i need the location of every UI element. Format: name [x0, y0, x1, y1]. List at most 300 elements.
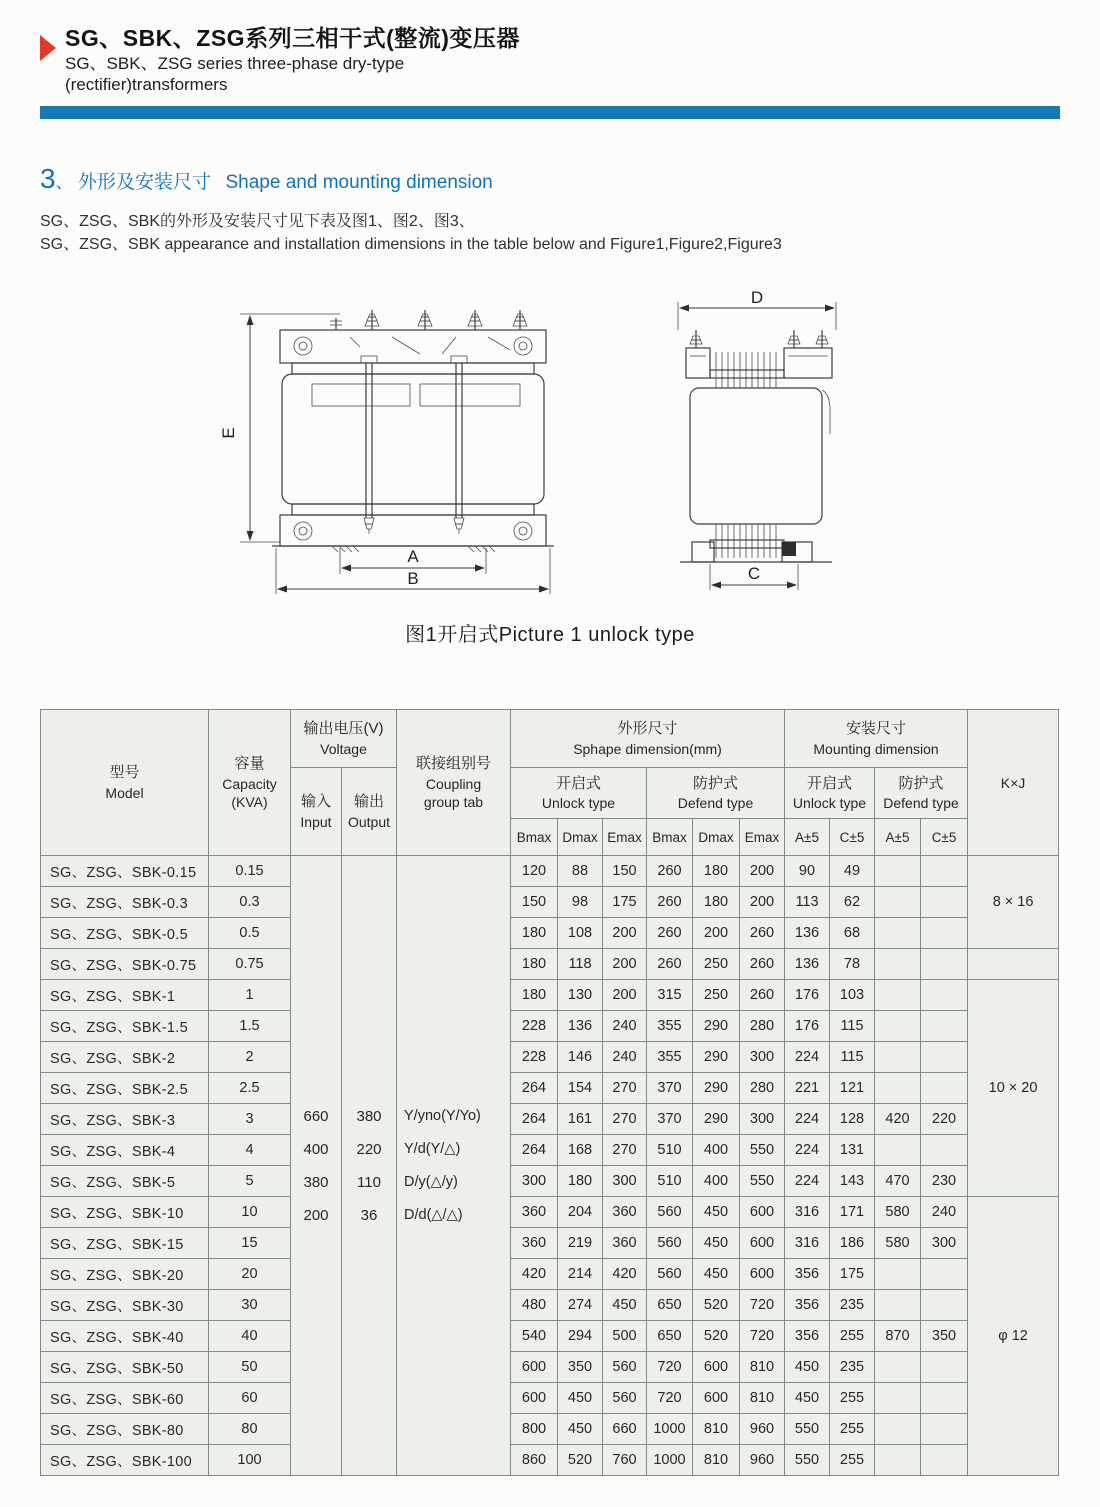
- table-row: [41, 1104, 1059, 1135]
- col-header-model-en: Model: [105, 784, 144, 801]
- voltage-input-cell: [291, 856, 342, 1476]
- u-dmax-cell: 214: [558, 1259, 603, 1290]
- d-dmax-cell: 200: [693, 918, 740, 949]
- col-header-coupling-en2: group tab: [423, 793, 484, 810]
- kxj-cell: [968, 949, 1059, 980]
- col-header-output-zh: 输出: [353, 793, 384, 811]
- capacity-cell: 5: [209, 1166, 291, 1197]
- section-number: 3: [40, 162, 56, 194]
- coupling-group-cell-value: D/y(△/y): [404, 1173, 458, 1190]
- u-a-cell: 113: [785, 887, 830, 918]
- col-header-coupling-en1: Coupling: [425, 775, 482, 792]
- col-header-d-a5: A±5: [875, 819, 921, 856]
- u-emax-cell: 270: [603, 1073, 647, 1104]
- d-a-cell: [875, 1073, 921, 1104]
- capacity-cell: 2.5: [209, 1073, 291, 1104]
- u-bmax-cell: 360: [511, 1197, 558, 1228]
- d-c-cell: [921, 918, 968, 949]
- capacity-cell: 50: [209, 1352, 291, 1383]
- voltage-output-cell-value: 36: [360, 1206, 378, 1224]
- col-header-input-zh: 输入: [300, 793, 331, 811]
- u-a-cell: 356: [785, 1290, 830, 1321]
- d-a-cell: 580: [875, 1228, 921, 1259]
- d-emax-cell: 260: [740, 918, 785, 949]
- col-header-shape-zh: 外形尺寸: [617, 720, 678, 738]
- d-a-cell: [875, 918, 921, 949]
- table-row: [41, 949, 1059, 980]
- u-emax-cell: 200: [603, 918, 647, 949]
- col-header-input: [291, 768, 342, 856]
- d-emax-cell: 550: [740, 1166, 785, 1197]
- d-bmax-cell: 355: [647, 1011, 693, 1042]
- d-c-cell: [921, 1011, 968, 1042]
- u-a-cell: 224: [785, 1166, 830, 1197]
- col-header-mount-unlock: [785, 768, 875, 819]
- table-row: [41, 1414, 1059, 1445]
- voltage-output-cell: [342, 856, 397, 1476]
- dim-label-e: E: [218, 427, 238, 439]
- u-c-cell: 131: [830, 1135, 875, 1166]
- col-header-output-en: Output: [347, 813, 391, 830]
- u-bmax-cell: 360: [511, 1228, 558, 1259]
- col-header-capacity-en: Capacity: [222, 775, 277, 792]
- d-dmax-cell: 250: [693, 980, 740, 1011]
- u-dmax-cell: 130: [558, 980, 603, 1011]
- d-dmax-cell: 180: [693, 856, 740, 887]
- model-cell: SG、ZSG、SBK-20: [41, 1259, 209, 1290]
- model-cell: SG、ZSG、SBK-0.15: [41, 856, 209, 887]
- d-bmax-cell: 315: [647, 980, 693, 1011]
- col-header-input-en: Input: [300, 813, 332, 830]
- capacity-cell: 2: [209, 1042, 291, 1073]
- d-bmax-cell: 560: [647, 1228, 693, 1259]
- d-c-cell: [921, 1042, 968, 1073]
- d-a-cell: [875, 1414, 921, 1445]
- col-header-shape-defend-en: Defend type: [677, 795, 754, 812]
- d-bmax-cell: 1000: [647, 1445, 693, 1476]
- voltage-output-cell-value: 110: [357, 1173, 381, 1191]
- d-a-cell: [875, 949, 921, 980]
- d-c-cell: [921, 856, 968, 887]
- page-title: SG、SBK、ZSG系列三相干式(整流)变压器: [65, 25, 520, 51]
- table-row: [41, 1321, 1059, 1352]
- d-emax-cell: 810: [740, 1383, 785, 1414]
- d-a-cell: [875, 1135, 921, 1166]
- d-c-cell: [921, 949, 968, 980]
- capacity-cell: 40: [209, 1321, 291, 1352]
- capacity-cell: 100: [209, 1445, 291, 1476]
- u-dmax-cell: 274: [558, 1290, 603, 1321]
- model-cell: SG、ZSG、SBK-80: [41, 1414, 209, 1445]
- d-emax-cell: 300: [740, 1104, 785, 1135]
- capacity-cell: 4: [209, 1135, 291, 1166]
- u-c-cell: 235: [830, 1290, 875, 1321]
- d-bmax-cell: 370: [647, 1073, 693, 1104]
- u-a-cell: 550: [785, 1414, 830, 1445]
- d-bmax-cell: 260: [647, 887, 693, 918]
- d-emax-cell: 600: [740, 1197, 785, 1228]
- figure-drawings: [40, 290, 1060, 602]
- col-header-mounting-en: Mounting dimension: [813, 740, 939, 757]
- u-c-cell: 115: [830, 1011, 875, 1042]
- d-bmax-cell: 260: [647, 856, 693, 887]
- u-c-cell: 171: [830, 1197, 875, 1228]
- col-header-output: [342, 768, 397, 856]
- page-subtitle-line1: SG、SBK、ZSG series three-phase dry-type: [65, 54, 405, 73]
- bullet-arrow-icon: [40, 35, 56, 61]
- col-header-capacity-unit: (KVA): [231, 793, 268, 810]
- table-row: [41, 1135, 1059, 1166]
- d-a-cell: [875, 980, 921, 1011]
- d-dmax-cell: 810: [693, 1414, 740, 1445]
- model-cell: SG、ZSG、SBK-1: [41, 980, 209, 1011]
- model-cell: SG、ZSG、SBK-3: [41, 1104, 209, 1135]
- d-dmax-cell: 290: [693, 1042, 740, 1073]
- d-dmax-cell: 450: [693, 1228, 740, 1259]
- u-c-cell: 128: [830, 1104, 875, 1135]
- d-dmax-cell: 810: [693, 1445, 740, 1476]
- table-row: [41, 1259, 1059, 1290]
- d-emax-cell: 260: [740, 949, 785, 980]
- d-dmax-cell: 290: [693, 1011, 740, 1042]
- d-a-cell: [875, 1352, 921, 1383]
- d-bmax-cell: 510: [647, 1135, 693, 1166]
- capacity-cell: 1.5: [209, 1011, 291, 1042]
- u-a-cell: 224: [785, 1135, 830, 1166]
- table-row: [41, 1166, 1059, 1197]
- d-dmax-cell: 400: [693, 1135, 740, 1166]
- model-cell: SG、ZSG、SBK-30: [41, 1290, 209, 1321]
- col-header-mount-defend-en: Defend type: [883, 795, 959, 812]
- u-emax-cell: 270: [603, 1135, 647, 1166]
- d-dmax-cell: 520: [693, 1290, 740, 1321]
- d-emax-cell: 300: [740, 1042, 785, 1073]
- col-header-d-emax: Emax: [740, 819, 785, 856]
- col-header-u-c5: C±5: [830, 819, 875, 856]
- col-header-voltage: [291, 710, 397, 768]
- col-header-shape: [511, 710, 785, 768]
- capacity-cell: 0.15: [209, 856, 291, 887]
- figure-caption: 图1开启式Picture 1 unlock type: [405, 624, 695, 647]
- u-bmax-cell: 600: [511, 1383, 558, 1414]
- d-c-cell: [921, 1259, 968, 1290]
- u-emax-cell: 240: [603, 1042, 647, 1073]
- table-row: [41, 887, 1059, 918]
- d-dmax-cell: 290: [693, 1073, 740, 1104]
- d-c-cell: [921, 1352, 968, 1383]
- d-a-cell: [875, 1290, 921, 1321]
- capacity-cell: 0.3: [209, 887, 291, 918]
- d-dmax-cell: 180: [693, 887, 740, 918]
- d-a-cell: 870: [875, 1321, 921, 1352]
- col-header-model-zh: 型号: [109, 764, 140, 782]
- voltage-output-cell-value: 380: [356, 1107, 382, 1125]
- u-emax-cell: 450: [603, 1290, 647, 1321]
- coupling-group-cell-value: Y/d(Y/△): [404, 1140, 461, 1157]
- table-row: [41, 1352, 1059, 1383]
- capacity-cell: 10: [209, 1197, 291, 1228]
- u-dmax-cell: 108: [558, 918, 603, 949]
- u-c-cell: 186: [830, 1228, 875, 1259]
- d-a-cell: [875, 1445, 921, 1476]
- u-dmax-cell: 294: [558, 1321, 603, 1352]
- col-header-d-c5: C±5: [921, 819, 968, 856]
- col-header-u-a5: A±5: [785, 819, 830, 856]
- u-bmax-cell: 228: [511, 1042, 558, 1073]
- u-a-cell: 176: [785, 1011, 830, 1042]
- u-c-cell: 143: [830, 1166, 875, 1197]
- col-header-shape-unlock-zh: 开启式: [555, 774, 601, 792]
- col-header-mounting: [785, 710, 968, 768]
- col-header-shape-defend-zh: 防护式: [692, 774, 738, 792]
- model-cell: SG、ZSG、SBK-100: [41, 1445, 209, 1476]
- spec-table: [40, 709, 1059, 1476]
- u-a-cell: 450: [785, 1383, 830, 1414]
- side-view-drawing: [636, 290, 881, 600]
- col-header-kxj: [968, 710, 1059, 856]
- front-view-drawing: [220, 290, 610, 600]
- col-header-d-bmax: Bmax: [647, 819, 693, 856]
- d-dmax-cell: 600: [693, 1352, 740, 1383]
- u-c-cell: 115: [830, 1042, 875, 1073]
- u-c-cell: 255: [830, 1383, 875, 1414]
- col-header-shape-en: Sphape dimension(mm): [573, 740, 722, 757]
- coupling-group-cell: [397, 856, 511, 1476]
- d-c-cell: [921, 1445, 968, 1476]
- u-emax-cell: 300: [603, 1166, 647, 1197]
- u-c-cell: 121: [830, 1073, 875, 1104]
- u-a-cell: 450: [785, 1352, 830, 1383]
- model-cell: SG、ZSG、SBK-60: [41, 1383, 209, 1414]
- u-emax-cell: 360: [603, 1197, 647, 1228]
- dim-label-a: A: [406, 547, 419, 567]
- dim-label-d: D: [750, 288, 763, 308]
- u-bmax-cell: 150: [511, 887, 558, 918]
- d-emax-cell: 720: [740, 1321, 785, 1352]
- u-dmax-cell: 180: [558, 1166, 603, 1197]
- d-emax-cell: 280: [740, 1073, 785, 1104]
- col-header-mount-unlock-zh: 开启式: [806, 774, 852, 792]
- d-bmax-cell: 560: [647, 1259, 693, 1290]
- u-a-cell: 90: [785, 856, 830, 887]
- header-rule: [40, 106, 1060, 119]
- table-row: [41, 856, 1059, 887]
- model-cell: SG、ZSG、SBK-0.75: [41, 949, 209, 980]
- u-bmax-cell: 600: [511, 1352, 558, 1383]
- capacity-cell: 30: [209, 1290, 291, 1321]
- table-row: [41, 1011, 1059, 1042]
- voltage-output-cell-value: 220: [356, 1140, 382, 1158]
- kxj-cell: φ 12: [968, 1197, 1059, 1476]
- d-c-cell: [921, 1290, 968, 1321]
- capacity-cell: 1: [209, 980, 291, 1011]
- model-cell: SG、ZSG、SBK-1.5: [41, 1011, 209, 1042]
- col-header-model: [41, 710, 209, 856]
- u-emax-cell: 660: [603, 1414, 647, 1445]
- u-c-cell: 103: [830, 980, 875, 1011]
- col-header-shape-unlock-en: Unlock type: [541, 795, 616, 812]
- u-a-cell: 136: [785, 949, 830, 980]
- d-a-cell: [875, 1011, 921, 1042]
- u-dmax-cell: 204: [558, 1197, 603, 1228]
- capacity-cell: 0.5: [209, 918, 291, 949]
- col-header-u-dmax: Dmax: [558, 819, 603, 856]
- u-emax-cell: 500: [603, 1321, 647, 1352]
- u-bmax-cell: 480: [511, 1290, 558, 1321]
- u-dmax-cell: 450: [558, 1383, 603, 1414]
- col-header-voltage-zh: 输出电压(V): [303, 720, 384, 738]
- col-header-u-bmax: Bmax: [511, 819, 558, 856]
- u-emax-cell: 270: [603, 1104, 647, 1135]
- u-emax-cell: 240: [603, 1011, 647, 1042]
- page-subtitle-line2: (rectifier)transformers: [65, 75, 228, 95]
- d-bmax-cell: 370: [647, 1104, 693, 1135]
- section-number-separator: 、: [55, 172, 73, 192]
- table-row: [41, 1197, 1059, 1228]
- d-bmax-cell: 720: [647, 1352, 693, 1383]
- capacity-cell: 3: [209, 1104, 291, 1135]
- col-header-mounting-zh: 安装尺寸: [846, 720, 907, 738]
- col-header-coupling: [397, 710, 511, 856]
- d-bmax-cell: 1000: [647, 1414, 693, 1445]
- description-en: SG、ZSG、SBK appearance and installation dimensions in the table below and Figure1,Figure2,Figure3: [40, 236, 782, 253]
- u-c-cell: 255: [830, 1321, 875, 1352]
- dim-label-c: C: [747, 564, 760, 584]
- table-row: [41, 1383, 1059, 1414]
- u-dmax-cell: 168: [558, 1135, 603, 1166]
- u-bmax-cell: 264: [511, 1135, 558, 1166]
- d-bmax-cell: 650: [647, 1290, 693, 1321]
- u-c-cell: 62: [830, 887, 875, 918]
- model-cell: SG、ZSG、SBK-15: [41, 1228, 209, 1259]
- col-header-coupling-zh: 联接组别号: [415, 755, 491, 773]
- u-dmax-cell: 219: [558, 1228, 603, 1259]
- d-a-cell: [875, 856, 921, 887]
- d-c-cell: 350: [921, 1321, 968, 1352]
- model-cell: SG、ZSG、SBK-40: [41, 1321, 209, 1352]
- d-a-cell: [875, 1042, 921, 1073]
- col-header-d-dmax: Dmax: [693, 819, 740, 856]
- u-emax-cell: 360: [603, 1228, 647, 1259]
- u-dmax-cell: 520: [558, 1445, 603, 1476]
- d-emax-cell: 280: [740, 1011, 785, 1042]
- d-dmax-cell: 520: [693, 1321, 740, 1352]
- d-bmax-cell: 355: [647, 1042, 693, 1073]
- table-row: [41, 1445, 1059, 1476]
- u-dmax-cell: 350: [558, 1352, 603, 1383]
- d-a-cell: [875, 1259, 921, 1290]
- capacity-cell: 60: [209, 1383, 291, 1414]
- capacity-cell: 0.75: [209, 949, 291, 980]
- d-bmax-cell: 260: [647, 918, 693, 949]
- model-cell: SG、ZSG、SBK-10: [41, 1197, 209, 1228]
- u-c-cell: 255: [830, 1414, 875, 1445]
- d-emax-cell: 960: [740, 1414, 785, 1445]
- u-dmax-cell: 161: [558, 1104, 603, 1135]
- d-dmax-cell: 250: [693, 949, 740, 980]
- u-bmax-cell: 860: [511, 1445, 558, 1476]
- section-heading-zh: 外形及安装尺寸: [78, 171, 212, 193]
- d-bmax-cell: 260: [647, 949, 693, 980]
- u-bmax-cell: 540: [511, 1321, 558, 1352]
- model-cell: SG、ZSG、SBK-0.3: [41, 887, 209, 918]
- coupling-group-cell-value: Y/yno(Y/Yo): [404, 1107, 481, 1124]
- u-a-cell: 221: [785, 1073, 830, 1104]
- d-a-cell: [875, 887, 921, 918]
- u-emax-cell: 200: [603, 980, 647, 1011]
- u-c-cell: 175: [830, 1259, 875, 1290]
- col-header-shape-defend: [647, 768, 785, 819]
- d-bmax-cell: 510: [647, 1166, 693, 1197]
- model-cell: SG、ZSG、SBK-4: [41, 1135, 209, 1166]
- d-emax-cell: 960: [740, 1445, 785, 1476]
- model-cell: SG、ZSG、SBK-2: [41, 1042, 209, 1073]
- u-bmax-cell: 300: [511, 1166, 558, 1197]
- col-header-mount-defend-zh: 防护式: [898, 774, 944, 792]
- section-heading: [40, 163, 1060, 195]
- u-c-cell: 68: [830, 918, 875, 949]
- capacity-cell: 80: [209, 1414, 291, 1445]
- dim-label-b: B: [406, 569, 419, 589]
- d-c-cell: 240: [921, 1197, 968, 1228]
- u-dmax-cell: 88: [558, 856, 603, 887]
- d-emax-cell: 720: [740, 1290, 785, 1321]
- capacity-cell: 20: [209, 1259, 291, 1290]
- kxj-cell: 10 × 20: [968, 980, 1059, 1197]
- col-header-capacity: [209, 710, 291, 856]
- u-bmax-cell: 420: [511, 1259, 558, 1290]
- col-header-capacity-zh: 容量: [234, 755, 265, 773]
- model-cell: SG、ZSG、SBK-50: [41, 1352, 209, 1383]
- u-dmax-cell: 154: [558, 1073, 603, 1104]
- d-bmax-cell: 720: [647, 1383, 693, 1414]
- d-bmax-cell: 560: [647, 1197, 693, 1228]
- u-a-cell: 550: [785, 1445, 830, 1476]
- u-emax-cell: 760: [603, 1445, 647, 1476]
- u-dmax-cell: 450: [558, 1414, 603, 1445]
- u-emax-cell: 560: [603, 1383, 647, 1414]
- u-a-cell: 176: [785, 980, 830, 1011]
- d-dmax-cell: 450: [693, 1197, 740, 1228]
- d-c-cell: [921, 980, 968, 1011]
- d-c-cell: [921, 1135, 968, 1166]
- d-a-cell: [875, 1383, 921, 1414]
- d-dmax-cell: 450: [693, 1259, 740, 1290]
- kxj-cell: 8 × 16: [968, 856, 1059, 949]
- d-c-cell: [921, 1073, 968, 1104]
- d-c-cell: [921, 887, 968, 918]
- d-a-cell: 580: [875, 1197, 921, 1228]
- u-dmax-cell: 118: [558, 949, 603, 980]
- d-emax-cell: 810: [740, 1352, 785, 1383]
- d-emax-cell: 200: [740, 887, 785, 918]
- d-c-cell: [921, 1383, 968, 1414]
- d-dmax-cell: 600: [693, 1383, 740, 1414]
- table-row: [41, 1228, 1059, 1259]
- u-bmax-cell: 180: [511, 949, 558, 980]
- u-a-cell: 316: [785, 1228, 830, 1259]
- d-emax-cell: 260: [740, 980, 785, 1011]
- d-a-cell: 420: [875, 1104, 921, 1135]
- u-bmax-cell: 180: [511, 918, 558, 949]
- u-bmax-cell: 264: [511, 1104, 558, 1135]
- u-emax-cell: 200: [603, 949, 647, 980]
- capacity-cell: 15: [209, 1228, 291, 1259]
- d-emax-cell: 600: [740, 1259, 785, 1290]
- u-bmax-cell: 800: [511, 1414, 558, 1445]
- d-c-cell: [921, 1414, 968, 1445]
- d-emax-cell: 600: [740, 1228, 785, 1259]
